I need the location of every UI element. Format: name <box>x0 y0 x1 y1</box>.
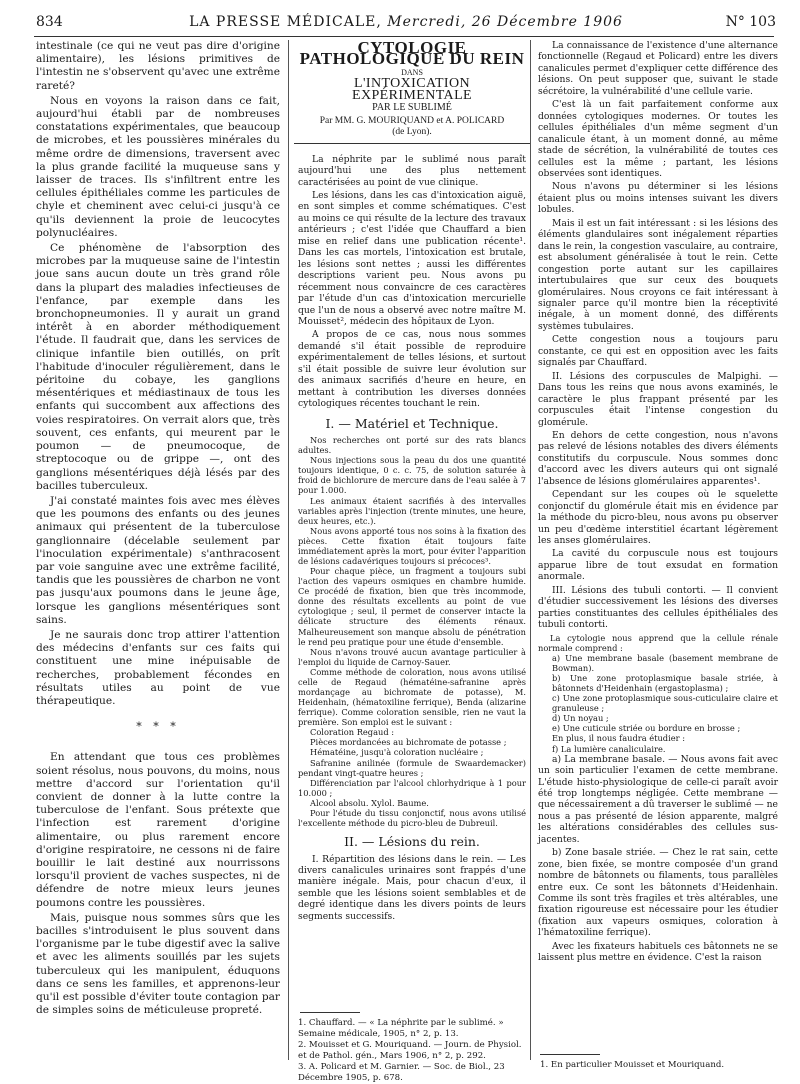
paragraph: Différenciation par l'alcool chlorhydrique à 1 pour 10.000 ; <box>298 777 526 798</box>
paragraph: Nous avons apporté tous nos soins à la fixation des pièces. Cette fixation était toujours faite immédiatement après la mort, pour éviter l'apparition de lésions cadavériques toujours si précoces³. <box>298 525 526 566</box>
paragraph: Nous n'avons trouvé aucun avantage particulier à l'emploi du liquide de Carnoy-Sauer. <box>298 646 526 667</box>
footnotes-middle <box>298 1018 526 1084</box>
list-item: a) Une membrane basale (basement membrane de Bowman). <box>552 652 778 673</box>
paragraph: Nos recherches ont porté sur des rats blancs adultes. <box>298 435 526 456</box>
list-item: f) La lumière canaliculaire. <box>552 743 666 754</box>
article-title-dans: DANS <box>401 67 423 77</box>
section-heading: II. — Lésions du rein. <box>344 834 480 850</box>
column-right <box>538 40 778 966</box>
paragraph: Mais il est un fait intéressant : si les lésions des éléments glandulaires sont inégalement réparties dans le rein, la congestion vasculaire, au contraire, est absolument généralisée à tout le rein. Cette congestion porte autant sur les capillaires intertubulaires que sur ceux des bouquets glomérulaires. Nous croyons ce fait intéressant à signaler parce qu'il montre bien la réceptivité inégale, à un moment donné, des différents systèmes tubulaires. <box>538 217 778 332</box>
footnote-rule <box>300 1012 360 1013</box>
list-item: b) Une zone protoplasmique basale striée, à bâtonnets d'Heidenhain (ergastoplasma) ; <box>552 672 778 694</box>
paragraph: b) Zone basale striée. — Chez le rat sain, cette zone, bien fixée, se montre composée d'un grand nombre de bâtonnets ou filaments, tous parallèles entre eux. Ce sont les bâtonnets d'Heidenhain. Comme ils sont très fragiles et très altérables, une fixation rigoureuse est nécessaire pour les étudier (fixation aux vapeurs osmiques, coloration à l'hématoxiline ferrique). <box>538 847 778 939</box>
paragraph: Pour l'étude du tissu conjonctif, nous avons utilisé l'excellente méthode du picro-bleu de Dubreuil. <box>298 807 526 829</box>
paragraph: Hématéine, jusqu'à coloration nucléaire ; <box>310 747 484 758</box>
article-authors: Par MM. G. MOURIQUAND et A. POLICARD <box>319 115 505 126</box>
list-item: En plus, il nous faudra étudier : <box>552 733 685 744</box>
paragraph: Alcool absolu. Xylol. Baume. <box>310 797 429 808</box>
footnote: 1. Chauffard. — « La néphrite par le sublimé. » Semaine médicale, 1905, n° 2, p. 13. <box>298 1018 504 1039</box>
paragraph: III. Lésions des tubuli contorti. — Il convient d'étudier successivement les lésions des diverses parties constituantes des cellules épithéliales des tubuli contorti. <box>538 584 778 631</box>
paragraph: C'est là un fait parfaitement conforme aux données cytologiques modernes. Or toutes les cellules épithéliales d'un même segment d'un canalicule étant, à un moment donné, au même stade de sécrétion, la vulnérabilité de toutes ces cellules est la même ; partant, les lésions observées sont identiques. <box>538 99 778 179</box>
paragraph: J'ai constaté maintes fois avec mes élèves que les poumons des enfants ou des jeunes animaux qui présentent de la tuberculose ganglionnaire (décelable seulement par l'inoculation expérimentale) s'anthracosent par voie sanguine avec une extrême facilité, tandis que les poussières de charbon ne vont pas jusqu'aux poumons dans le jeune âge, lorsque les ganglions mésentériques sont sains. <box>36 494 280 626</box>
article-title-block <box>294 38 530 144</box>
list-item: d) Un noyau ; <box>552 713 609 724</box>
paragraph: Nous n'avons pu déterminer si les lésions étaient plus ou moins intenses suivant les divers lobules. <box>538 181 778 216</box>
page-header <box>36 14 776 36</box>
section-separator: * * * <box>136 720 180 734</box>
paragraph: Safranine anilinée (formule de Swaardemacker) pendant vingt-quatre heures ; <box>298 757 526 778</box>
paragraph: Les animaux étaient sacrifiés à des intervalles variables après l'injection (trente minutes, une heure, deux heures, etc.). <box>298 495 526 526</box>
footnote-rule <box>540 1054 600 1055</box>
article-title: CYTOLOGIE PATHOLOGIQUE DU REIN <box>299 38 525 69</box>
article-subtitle: L'INTOXICATION EXPÉRIMENTALE <box>352 76 472 103</box>
paragraph: Mais, puisque nous sommes sûrs que les bacilles s'introduisent le plus souvent dans l'organisme par le tube digestif avec la salive et avec les aliments souillés par les sujets tuberculeux qui les manipulent, éduquons dans ce sens les familles, et apprenons-leur qu'il est possible d'éviter toute contagion par de simples soins de méticuleuse propreté. <box>36 911 280 1017</box>
paragraph: Pièces mordancées au bichromate de potasse ; <box>310 737 507 748</box>
paragraph: La connaissance de l'existence d'une alternance fonctionnelle (Regaud et Policard) entre les divers canalicules permet d'expliquer cette différence des lésions. On peut supposer que, suivant le stade sécrétoire, la vulnérabilité d'une cellule varie. <box>538 40 778 97</box>
paragraph: Nous injections sous la peau du dos une quantité toujours identique, 0 c. c. 75, de solution saturée à froid de bichlorure de mercure dans de l'eau salée à 7 pour 1.000. <box>298 455 526 496</box>
footnote: 3. A. Policard et M. Garnier. — Soc. de Biol., 23 Décembre 1905, p. 678. <box>298 1062 505 1083</box>
paragraph: Cette congestion nous a toujours paru constante, ce qui est en opposition avec les faits signalés par Chauffard. <box>538 334 778 369</box>
column-divider <box>530 40 531 1060</box>
header-rule <box>34 36 774 37</box>
paragraph: La cavité du corpuscule nous est toujours apparue libre de tout exsudat en formation anormale. <box>538 548 778 583</box>
footnote-right: 1. En particulier Mouisset et Mouriquand. <box>540 1060 725 1070</box>
issue-date: Mercredi, 26 Décembre 1906 <box>387 14 623 30</box>
paragraph: Je ne saurais donc trop attirer l'attention des médecins d'enfants sur ces faits qui constituent une mine inépuisable de recherches, probablement fécondes en résultats utiles au point de vue thérapeutique. <box>36 628 280 707</box>
paragraph: II. Lésions des corpuscules de Malpighi. — Dans tous les reins que nous avons examinés, le caractère le plus frappant présenté par les corpuscules était l'intense congestion du glomérule. <box>538 370 778 428</box>
list-item: e) Une cuticule striée ou bordure en brosse ; <box>552 723 741 734</box>
paragraph: En attendant que tous ces problèmes soient résolus, nous pouvons, du moins, nous mettre d'accord sur l'orientation qu'il convient de donner à la lutte contre la tuberculose de l'enfant. Sous prétexte que l'infection est rarement d'origine alimentaire, ou plus rarement encore d'origine respiratoire, ne cessons ni de faire bouillir le lait destiné aux nourrissons lorsqu'il provient de vaches suspectes, ni de défendre de notre mieux leurs jeunes poumons contre les poussières. <box>36 751 280 909</box>
article-subtitle-2: PAR LE SUBLIMÉ <box>372 102 452 114</box>
issue-number: N° 103 <box>725 14 776 30</box>
footnote: 2. Mouisset et G. Mouriquand. — Journ. de Physiol. et de Pathol. gén., Mars 1906, n° 2, p. 292. <box>298 1040 522 1061</box>
column-left <box>36 40 280 1019</box>
paragraph: Cependant sur les coupes où le squelette conjonctif du glomérule était mis en évidence par la méthode du picro-bleu, nous avons pu observer un peu d'œdème interstitiel écartant légèrement les anses glomérulaires. <box>538 489 778 547</box>
paragraph: Nous en voyons la raison dans ce fait, aujourd'hui établi par de nombreuses constatations expérimentales, que beaucoup de microbes, et les poussières minérales du même ordre de dimensions, traversent avec la plus grande facilité la muqueuse sans y laisser de traces. Ils s'infiltrent entre les cellules épithéliales comme les particules de chyle et cheminent avec celui-ci jusqu'à ce qu'ils deviennent la proie de leucocytes polynucléaires. <box>36 94 280 239</box>
article-city: (de Lyon). <box>392 127 432 138</box>
section-heading: I. — Matériel et Technique. <box>325 415 499 431</box>
paragraph: Pour chaque pièce, un fragment a toujours subi l'action des vapeurs osmiques en chambre humide. Ce procédé de fixation, bien que très incommode, donne des résultats excellents au point de vue cytologique ; seul, il permet de conserver intacte la délicate structure des éléments rénaux. Malheureusement son manque absolu de pénétration le rend peu pratique pour une étude d'ensemble. <box>298 566 526 647</box>
paragraph: I. Répartition des lésions dans le rein. — Les divers canalicules urinaires sont frappés d'une manière inégale. Mais, pour chacun d'eux, il semble que les lésions soient semblables et de degré identique dans les divers points de leurs segments successifs. <box>298 853 526 922</box>
paragraph: intestinale (ce qui ne veut pas dire d'origine alimentaire), les lésions primitives de l'intestin ne s'observent qu'avec une extrême rareté? <box>36 40 280 92</box>
journal-name: LA PRESSE MÉDICALE, <box>189 14 382 30</box>
column-middle <box>298 40 526 924</box>
paragraph: En dehors de cette congestion, nous n'avons pas relevé de lésions notables des divers éléments constitutifs du corpuscule. Nous sommes donc d'accord avec les divers auteurs qui ont signalé l'absence de lésions glomérulaires apparentes¹. <box>538 429 778 487</box>
cell-components-list <box>538 633 778 754</box>
page-number: 834 <box>36 14 63 30</box>
paragraph: a) La membrane basale. — Nous avons fait avec un soin particulier l'examen de cette membrane. L'étude histo-physiologique de celle-ci paraît avoir été trop longtemps négligée. Cette membrane — que nécessairement a dû traverser le sublimé — ne nous a pas présenté de lésion apparente, malgré les altérations considérables des cellules sus-jacentes. <box>538 753 778 845</box>
paragraph: La néphrite par le sublimé nous paraît aujourd'hui une des plus nettement caractérisées au point de vue clinique. <box>298 153 526 188</box>
journal-title <box>36 14 776 30</box>
paragraph: Les lésions, dans les cas d'intoxication aiguë, en sont simples et comme schématiques. C'est au moins ce qui résulte de la lecture des travaux antérieurs ; c'est l'idée que Chauffard a bien mise en relief dans une publication récente¹. Dans les cas mortels, l'intoxication est brutale, les lésions sont nettes ; aussi les différentes descriptions varient peu. Nous avons pu récemment nous convaincre de ces caractères par l'étude d'un cas d'intoxication mercurielle que l'un de nous a observé avec notre maître M. Mouisset², médecin des hôpitaux de Lyon. <box>298 189 526 327</box>
paragraph: Coloration Regaud : <box>310 727 395 738</box>
paragraph: A propos de ce cas, nous nous sommes demandé s'il était possible de reproduire expérimentalement de telles lésions, et surtout s'il était possible de suivre leur évolution sur des animaux sacrifiés d'heure en heure, en mettant à contribution les diverses données cytologiques récentes touchant le rein. <box>298 329 526 410</box>
paragraph: Comme méthode de coloration, nous avons utilisé celle de Regaud (hématéine-safranine après mordançage au bichromate de potasse), M. Heidenhain, (hématoxiline ferrique), Benda (alizarine ferrique). Comme coloration sensible, rien ne vaut la première. Son emploi est le suivant : <box>298 666 526 728</box>
column-divider <box>288 40 289 1060</box>
technique-text <box>298 435 526 828</box>
paragraph: Ce phénomène de l'absorption des microbes par la muqueuse saine de l'intestin joue sans aucun doute un très grand rôle dans la plupart des maladies infectieuses de l'enfance, par exemple dans les bronchopneumonies. Il y aurait un grand intérêt à en aborder méthodiquement l'étude. Il faudrait que, dans les services de clinique infantile bien outillés, on prît l'habitude d'inoculer régulièrement, dans le péritoine du cobaye, les ganglions mésentériques et médiastinaux de tous les enfants qui succombent aux affections des voies respiratoires. On verrait alors que, très souvent, ces enfants, qui meurent par le poumon — de pneumocoque, de streptocoque ou de grippe —, ont des ganglions mésentériques déjà lésés par des bacilles tuberculeux. <box>36 242 280 492</box>
paragraph: Avec les fixateurs habituels ces bâtonnets ne se laissent plus mettre en évidence. C'est la raison <box>538 940 778 964</box>
list-item: c) Une zone protoplasmique sous-cuticulaire claire et granuleuse ; <box>552 693 778 714</box>
list-intro: La cytologie nous apprend que la cellule rénale normale comprend : <box>538 632 778 653</box>
